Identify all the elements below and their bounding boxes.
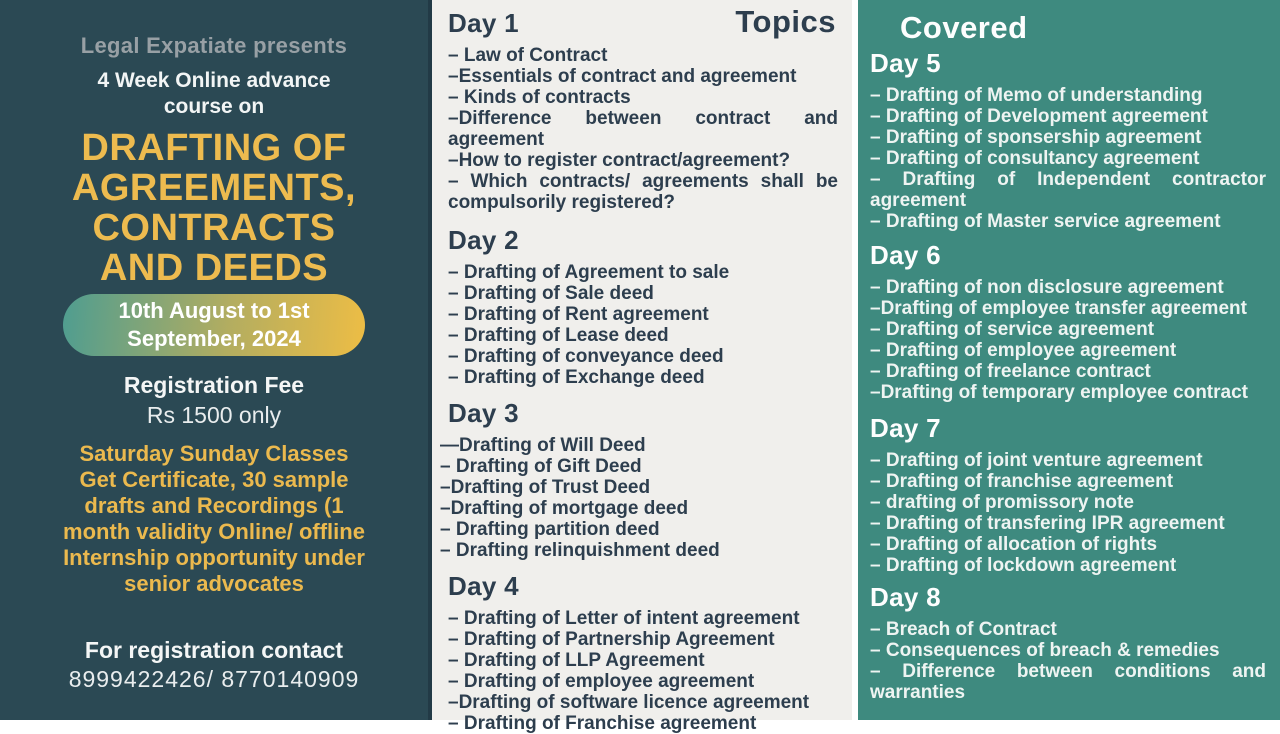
topic-item: – Drafting of Sale deed: [448, 283, 654, 304]
topic-item: – Difference between conditions and warranties: [870, 661, 1266, 703]
day-3-heading: Day 3: [448, 398, 519, 428]
topic-item: – Drafting of Agreement to sale: [448, 262, 730, 283]
topic-item: – Drafting of Exchange deed: [448, 367, 705, 388]
day-6-list: [870, 277, 1266, 403]
topic-item: – Drafting of Memo of understanding: [870, 85, 1203, 106]
topic-item: – Drafting of franchise agreement: [870, 471, 1174, 492]
day-8-heading: Day 8: [870, 582, 941, 612]
topic-item: – Drafting of freelance contract: [870, 361, 1151, 382]
fee-value: Rs 1500 only: [146, 402, 282, 428]
topic-item: – Breach of Contract: [870, 619, 1057, 640]
topics-heading: Topics: [735, 4, 836, 39]
fee-label: Registration Fee: [123, 372, 305, 398]
presenter-line: Legal Expatiate presents: [80, 33, 348, 58]
topic-item: – Drafting of employee agreement: [870, 340, 1177, 361]
topic-item: –Drafting of temporary employee contract: [870, 382, 1248, 403]
topic-item: – Drafting of Rent agreement: [448, 304, 709, 325]
topic-item: – Drafting of Partnership Agreement: [448, 629, 775, 650]
topic-item: – Drafting of Letter of intent agreement: [448, 608, 800, 629]
topic-item: – Drafting of conveyance deed: [448, 346, 724, 367]
topic-item: – Drafting of joint venture agreement: [870, 450, 1203, 471]
covered-panel: [858, 0, 1280, 720]
course-intro: 4 Week Online advance course on: [97, 69, 331, 118]
topic-item: – Drafting of consultancy agreement: [870, 148, 1200, 169]
topic-item: – Drafting of lockdown agreement: [870, 555, 1177, 576]
topic-item: – Drafting of employee agreement: [448, 671, 755, 692]
topic-item: –Drafting of employee transfer agreement: [870, 298, 1247, 319]
topics-header-row: [448, 4, 838, 39]
topic-item: – Drafting of non disclosure agreement: [870, 277, 1224, 298]
topic-item: – Drafting of sponsership agreement: [870, 127, 1202, 148]
topic-item: –Difference between contract and agreement: [448, 108, 838, 150]
date-badge: [63, 294, 365, 356]
topic-item: – Consequences of breach & remedies: [870, 640, 1220, 661]
topic-item: – Drafting of Development agreement: [870, 106, 1208, 127]
topic-item: – Kinds of contracts: [448, 87, 631, 108]
left-panel: [0, 0, 428, 720]
day-7-list: [870, 450, 1266, 576]
topic-item: – Drafting of allocation of rights: [870, 534, 1158, 555]
topic-item: – Drafting of Gift Deed: [440, 456, 642, 477]
topic-item: – Drafting relinquishment deed: [440, 540, 720, 561]
topic-item: – Drafting of Lease deed: [448, 325, 669, 346]
course-title: DRAFTING OF AGREEMENTS, CONTRACTS AND DEEDS: [71, 127, 357, 289]
topic-item: –Drafting of software licence agreement: [448, 692, 810, 713]
day-6-heading: Day 6: [870, 240, 941, 270]
topics-panel: [428, 0, 852, 734]
day-3-list: [440, 435, 838, 561]
topic-item: –Essentials of contract and agreement: [448, 66, 797, 87]
day-5-heading: Day 5: [870, 48, 941, 78]
topic-item: – Drafting of LLP Agreement: [448, 650, 705, 671]
day-4-heading: Day 4: [448, 571, 519, 601]
topic-item: – Drafting of Master service agreement: [870, 211, 1221, 232]
topic-item: —Drafting of Will Deed: [440, 435, 646, 456]
topic-item: – Drafting partition deed: [440, 519, 660, 540]
topic-item: – Drafting of transfering IPR agreement: [870, 513, 1225, 534]
day-2-list: [448, 262, 838, 388]
topic-item: –Drafting of mortgage deed: [440, 498, 689, 519]
topic-item: – Law of Contract: [448, 45, 608, 66]
day-8-list: [870, 619, 1266, 703]
day-7-heading: Day 7: [870, 413, 941, 443]
contact-label: For registration contact: [84, 637, 344, 663]
day-1-heading: Day 1: [448, 8, 519, 38]
topic-item: –Drafting of Trust Deed: [440, 477, 651, 498]
perks-text: Saturday Sunday Classes Get Certificate, 30 sample drafts and Recordings (1 month validity Online/ offline Internship opportunity under senior advocates: [63, 441, 365, 596]
topic-item: –How to register contract/agreement?: [448, 150, 791, 171]
day-2-heading: Day 2: [448, 225, 519, 255]
covered-heading: Covered: [900, 10, 1028, 45]
topic-item: – Drafting of Independent contractor agreement: [870, 169, 1266, 211]
topic-item: – Drafting of Franchise agreement: [448, 713, 757, 734]
topic-item: – drafting of promissory note: [870, 492, 1134, 513]
day-1-list: [448, 45, 838, 213]
contact-numbers: 8999422426/ 8770140909: [68, 666, 360, 692]
day-5-list: [870, 85, 1266, 232]
topic-item: – Drafting of service agreement: [870, 319, 1155, 340]
day-4-list: [448, 608, 838, 734]
topic-item: – Which contracts/ agreements shall be compulsorily registered?: [448, 171, 838, 213]
date-badge-text: 10th August to 1st September, 2024: [118, 298, 310, 351]
